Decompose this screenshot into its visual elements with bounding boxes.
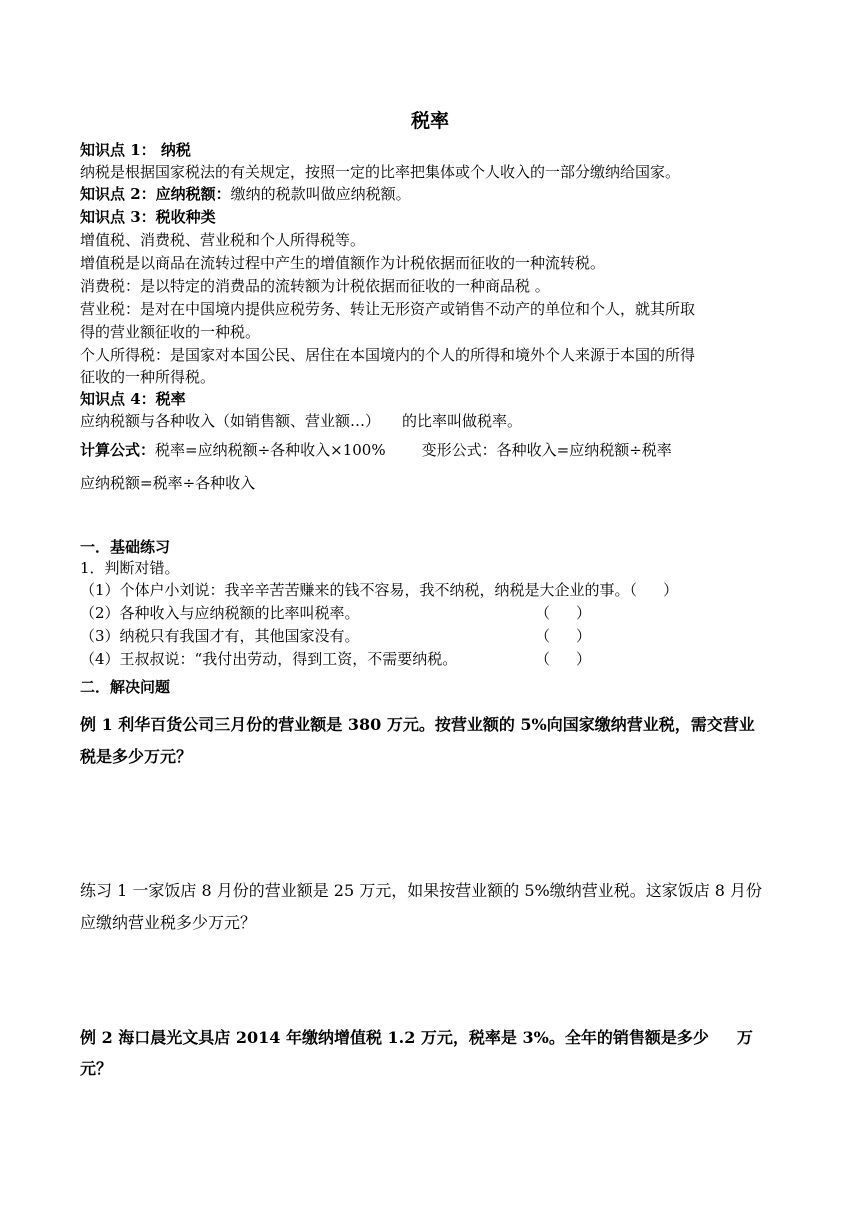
- answer-bracket[interactable]: ）: [576, 650, 592, 668]
- section2-heading: 二．解决问题: [80, 678, 171, 696]
- page-title: 税率: [410, 110, 449, 132]
- answer-bracket[interactable]: （: [535, 604, 551, 622]
- k3-line: 得的营业额征收的一种税。: [80, 323, 261, 341]
- example2-text: 例 2 海口晨光文具店 2014 年缴纳增值税 1.2 万元，税率是 3%。全年的销售额是多少: [80, 1028, 709, 1047]
- answer-bracket[interactable]: ）: [576, 627, 592, 645]
- formula-line: [80, 440, 672, 460]
- answer-bracket[interactable]: ）: [663, 581, 679, 599]
- section1-heading: 一．基础练习: [80, 538, 171, 556]
- k1-heading: 知识点 1： 纳税: [80, 141, 191, 159]
- example1-line1: 例 1 利华百货公司三月份的营业额是 380 万元。按营业额的 5%向国家缴纳营业税，需交营业: [80, 715, 755, 734]
- answer-bracket[interactable]: （: [535, 650, 551, 668]
- k3-line: 消费税：是以特定的消费品的流转额为计税依据而征收的一种商品税 。: [80, 277, 550, 295]
- k3-line: 增值税是以商品在流转过程中产生的增值额作为计税依据而征收的一种流转税。: [80, 254, 606, 272]
- k2-text: 缴纳的税款叫做应纳税额。: [230, 185, 411, 203]
- k2-line: [80, 184, 411, 204]
- formula-label: 计算公式：: [80, 441, 156, 459]
- k4-text-b: 的比率叫做税率。: [402, 412, 523, 430]
- k4-text-a: 应纳税额与各种收入（如销售额、营业额…）: [80, 412, 381, 430]
- practice1-line2: 应缴纳营业税多少万元？: [80, 913, 257, 932]
- k4-heading: 知识点 4：税率: [80, 390, 186, 408]
- judge-item-text: （1）个体户小刘说：我辛辛苦苦赚来的钱不容易，我不纳税，纳税是大企业的事。（: [80, 581, 638, 599]
- k4-text: [80, 411, 522, 431]
- example2-text-end: 万: [736, 1028, 753, 1047]
- answer-bracket[interactable]: （: [535, 627, 551, 645]
- q1-text: 1．判断对错。: [80, 559, 180, 577]
- k3-line: 增值税、消费税、营业税和个人所得税等。: [80, 231, 366, 249]
- formula-text: 税率=应纳税额÷各种收入×100%: [155, 441, 386, 459]
- judge-item: [80, 649, 591, 669]
- formula2: 应纳税额=税率÷各种收入: [80, 474, 256, 492]
- judge-item-text: （2）各种收入与应纳税额的比率叫税率。: [80, 604, 360, 622]
- example1-line2: 税是多少万元？: [80, 747, 193, 766]
- practice1-line1: 练习 1 一家饭店 8 月份的营业额是 25 万元，如果按营业额的 5%缴纳营业税。这家饭店 8 月份: [80, 881, 763, 900]
- judge-item-text: （3）纳税只有我国才有，其他国家没有。: [80, 627, 360, 645]
- judge-item: [80, 580, 678, 600]
- judge-item: [80, 603, 591, 623]
- answer-bracket[interactable]: ）: [576, 604, 592, 622]
- k3-line: 营业税：是对在中国境内提供应税劳务、转让无形资产或销售不动产的单位和个人，就其所取: [80, 300, 696, 318]
- judge-item: [80, 626, 591, 646]
- example2-line1: [80, 1027, 753, 1049]
- variant-text: 各种收入=应纳税额÷税率: [496, 441, 672, 459]
- variant-label: 变形公式：: [421, 441, 497, 459]
- k3-heading: 知识点 3：税收种类: [80, 208, 216, 226]
- k3-line: 征收的一种所得税。: [80, 368, 216, 386]
- k2-heading: 知识点 2：应纳税额：: [80, 185, 231, 203]
- judge-item-text: （4）王叔叔说：“我付出劳动，得到工资，不需要纳税。: [80, 650, 458, 668]
- k3-line: 个人所得税：是国家对本国公民、居住在本国境内的个人的所得和境外个人来源于本国的所得: [80, 346, 696, 364]
- example2-line2: 元？: [80, 1059, 113, 1078]
- k1-text: 纳税是根据国家税法的有关规定，按照一定的比率把集体或个人收入的一部分缴纳给国家。: [80, 163, 681, 181]
